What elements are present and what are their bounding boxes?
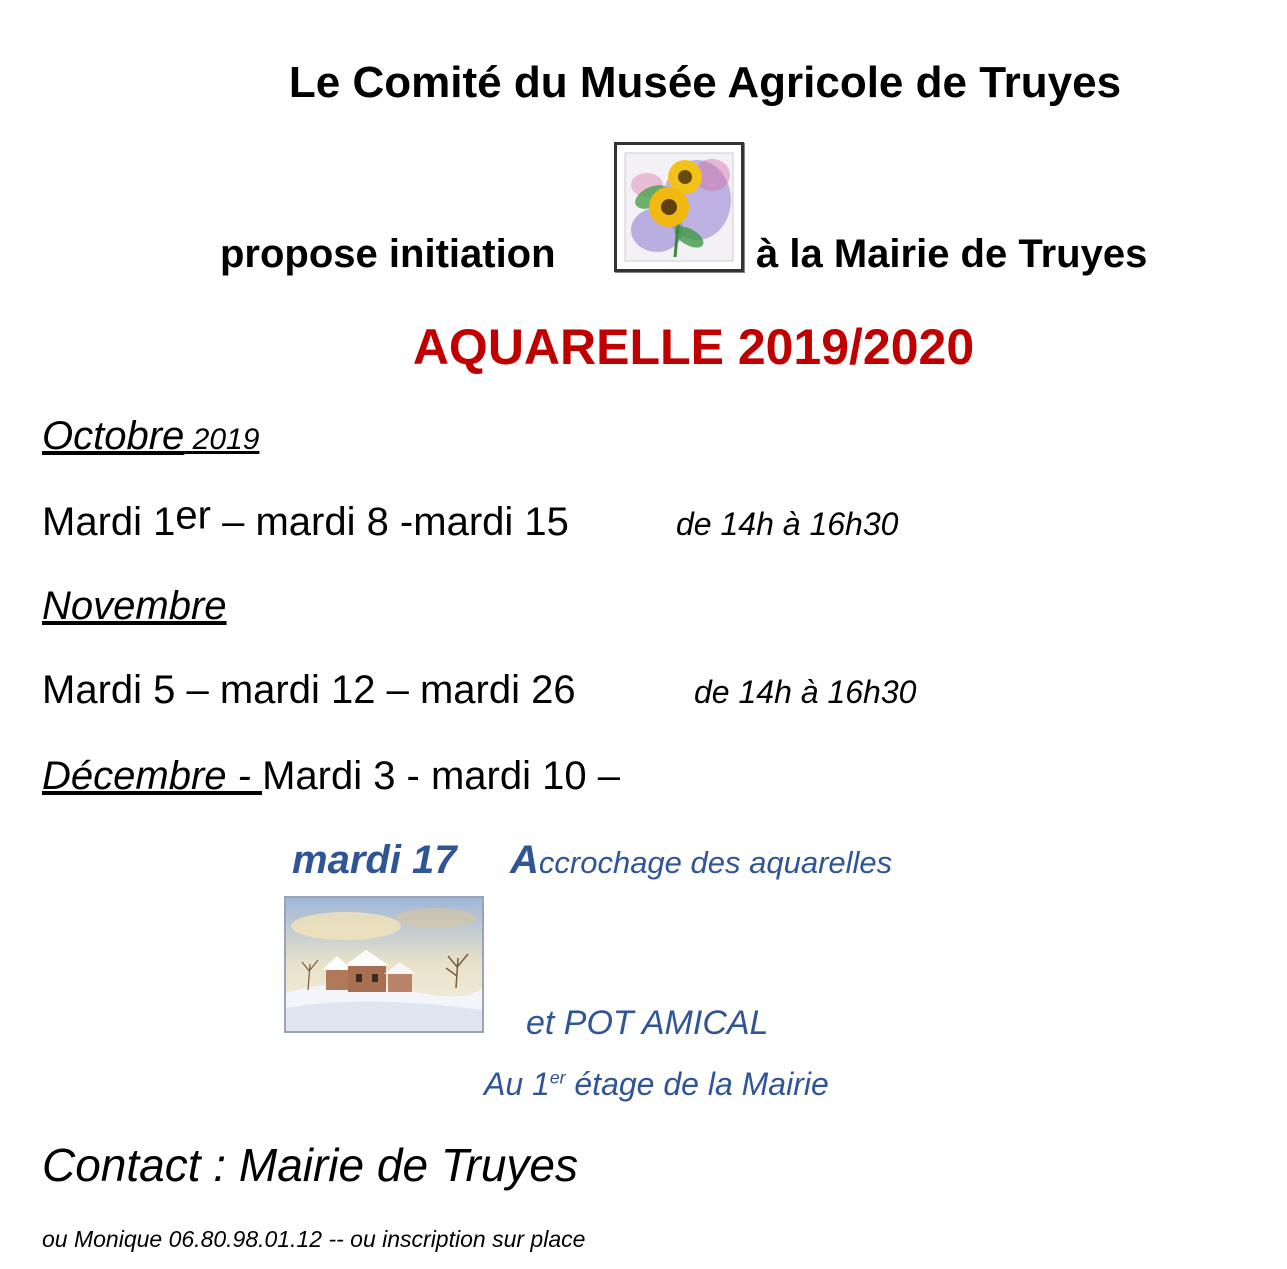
month-october: [42, 414, 259, 459]
month-november: Novembre: [42, 584, 227, 628]
accrochage-initial: A: [510, 838, 539, 882]
footer-text: ou Monique 06.80.98.01.12 -- ou inscription sur place: [42, 1226, 586, 1252]
october-dates-sup: er: [175, 493, 211, 538]
october-dates: [42, 493, 569, 545]
contact-text: Contact : Mairie de Truyes: [42, 1139, 579, 1191]
october-dates-b: – mardi 8 -mardi 15: [210, 500, 569, 544]
propose-text: propose initiation: [220, 232, 556, 276]
october-hours: de 14h à 16h30: [676, 506, 899, 542]
december-line: [42, 754, 620, 799]
month-december: Décembre -: [42, 754, 263, 798]
november-dates: Mardi 5 – mardi 12 – mardi 26: [42, 668, 576, 712]
floor-text: [484, 1066, 829, 1103]
sunflower-painting-image: [614, 142, 744, 272]
pot-amical-text: et POT AMICAL: [526, 1004, 769, 1042]
event-title: AQUARELLE 2019/2020: [412, 319, 975, 375]
finale-date: mardi 17: [292, 838, 457, 882]
month-october-label: Octobre: [42, 414, 185, 458]
november-hours: de 14h à 16h30: [694, 674, 917, 710]
october-dates-a: Mardi 1: [42, 500, 176, 544]
month-october-year: 2019: [192, 423, 260, 456]
winter-village-painting-image: [284, 896, 484, 1033]
accrochage-text: [510, 838, 892, 883]
accrochage-rest: ccrochage des aquarelles: [538, 845, 893, 880]
december-dates: Mardi 3 - mardi 10 –: [262, 754, 620, 798]
location-text: à la Mairie de Truyes: [756, 232, 1148, 276]
floor-b: étage de la Mairie: [565, 1066, 829, 1102]
floor-sup: er: [549, 1067, 566, 1088]
page-title: Le Comité du Musée Agricole de Truyes: [288, 58, 1122, 107]
floor-a: Au 1: [484, 1066, 550, 1102]
